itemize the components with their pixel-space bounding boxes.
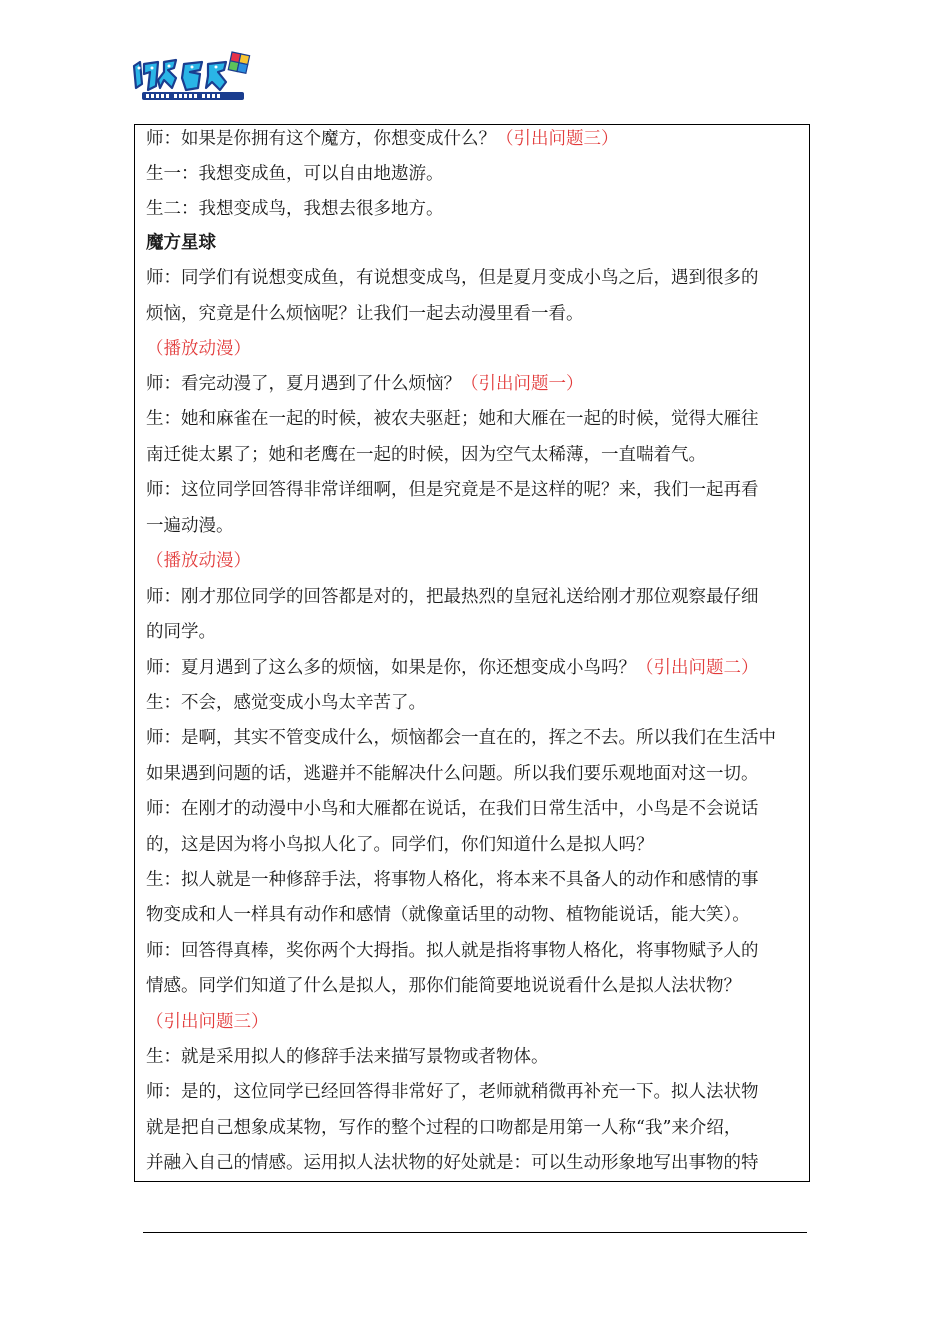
dialogue-line (146, 1045, 549, 1069)
dialogue-line (146, 726, 776, 750)
dialogue-line (146, 656, 759, 680)
line-text: 师：如果是你拥有这个魔方，你想变成什么？ (146, 129, 496, 149)
dialogue-line (146, 762, 759, 786)
line-text: 生一：我想变成鱼，可以自由地遨游。 (146, 164, 444, 184)
dialogue-line (146, 1151, 759, 1175)
footer-rule (143, 1232, 807, 1233)
line-text: 生：就是采用拟人的修辞手法来描写景物或者物体。 (146, 1047, 549, 1067)
line-text: 师：看完动漫了，夏月遇到了什么烦恼？ (146, 374, 461, 394)
line-text: 的，这是因为将小鸟拟人化了。同学们，你们知道什么是拟人吗？ (146, 835, 654, 855)
dialogue-line (146, 1116, 741, 1140)
document-frame (134, 124, 810, 1182)
section-heading: 魔方星球 (146, 233, 216, 253)
line-text: 师：是的，这位同学已经回答得非常好了，老师就稍微再补充一下。拟人法状物 (146, 1082, 759, 1102)
cue-annotation: （引出问题三） (496, 129, 619, 149)
cue-annotation: （引出问题一） (461, 374, 584, 394)
line-text: 并融入自己的情感。运用拟人法状物的好处就是：可以生动形象地写出事物的特 (146, 1153, 759, 1173)
line-text: 师：在刚才的动漫中小鸟和大雁都在说话，在我们日常生活中，小鸟是不会说话 (146, 799, 759, 819)
line-text: 就是把自己想象成某物，写作的整个过程的口吻都是用第一人称“我”来介绍， (146, 1118, 742, 1138)
dialogue-line (146, 620, 216, 644)
line-text: 南迁徙太累了；她和老鹰在一起的时候，因为空气太稀薄，一直喘着气。 (146, 445, 706, 465)
line-text: 生：不会，感觉变成小鸟太辛苦了。 (146, 693, 426, 713)
line-text: 师：回答得真棒，奖你两个大拇指。拟人就是指将事物人格化，将事物赋予人的 (146, 941, 759, 961)
dialogue-line (146, 585, 759, 609)
line-text: 烦恼，究竟是什么烦恼呢？让我们一起去动漫里看一看。 (146, 304, 584, 324)
line-text: 师：这位同学回答得非常详细啊，但是究竟是不是这样的呢？来，我们一起再看 (146, 480, 759, 500)
dialogue-line (146, 162, 444, 186)
cue-annotation: （引出问题三） (146, 1012, 269, 1032)
line-text: 物变成和人一样具有动作和感情（就像童话里的动物、植物能说话，能大笑）。 (146, 905, 750, 925)
dialogue-line (146, 903, 750, 927)
dialogue-line (146, 266, 759, 290)
line-text: 一遍动漫。 (146, 516, 234, 536)
dialogue-line (146, 1080, 759, 1104)
dialogue-line (146, 127, 619, 151)
dialogue-line (146, 939, 759, 963)
line-text: 师：刚才那位同学的回答都是对的，把最热烈的皇冠礼送给刚才那位观察最仔细 (146, 587, 759, 607)
line-text: 如果遇到问题的话，逃避并不能解决什么问题。所以我们要乐观地面对这一切。 (146, 764, 759, 784)
dialogue-line (146, 833, 654, 857)
dialogue-line (146, 797, 759, 821)
dialogue-line (146, 549, 251, 573)
line-text: 情感。同学们知道了什么是拟人，那你们能简要地说说看什么是拟人法状物？ (146, 976, 741, 996)
dialogue-line (146, 514, 234, 538)
dialogue-line (146, 868, 759, 892)
happy-rubik-cube-logo-icon (128, 44, 258, 104)
dialogue-line (146, 407, 759, 431)
line-text: 生：她和麻雀在一起的时候，被农夫驱赶；她和大雁在一起的时候，觉得大雁往 (146, 409, 759, 429)
line-text: 师：是啊，其实不管变成什么，烦恼都会一直在的，挥之不去。所以我们在生活中 (146, 728, 776, 748)
line-text: 生二：我想变成鸟，我想去很多地方。 (146, 199, 444, 219)
line-text: 生：拟人就是一种修辞手法，将事物人格化，将本来不具备人的动作和感情的事 (146, 870, 759, 890)
dialogue-line (146, 302, 584, 326)
dialogue-line (146, 231, 216, 255)
dialogue-line (146, 372, 584, 396)
dialogue-line (146, 478, 759, 502)
dialogue-line (146, 337, 251, 361)
logo (128, 44, 258, 104)
cue-annotation: （引出问题二） (636, 658, 759, 678)
line-text: 师：同学们有说想变成鱼，有说想变成鸟，但是夏月变成小鸟之后，遇到很多的 (146, 268, 759, 288)
cue-annotation: （播放动漫） (146, 339, 251, 359)
cue-annotation: （播放动漫） (146, 551, 251, 571)
dialogue-line (146, 974, 741, 998)
dialogue-line (146, 691, 426, 715)
line-text: 师：夏月遇到了这么多的烦恼，如果是你，你还想变成小鸟吗？ (146, 658, 636, 678)
dialogue-line (146, 197, 444, 221)
line-text: 的同学。 (146, 622, 216, 642)
dialogue-line (146, 443, 706, 467)
dialogue-line (146, 1010, 269, 1034)
